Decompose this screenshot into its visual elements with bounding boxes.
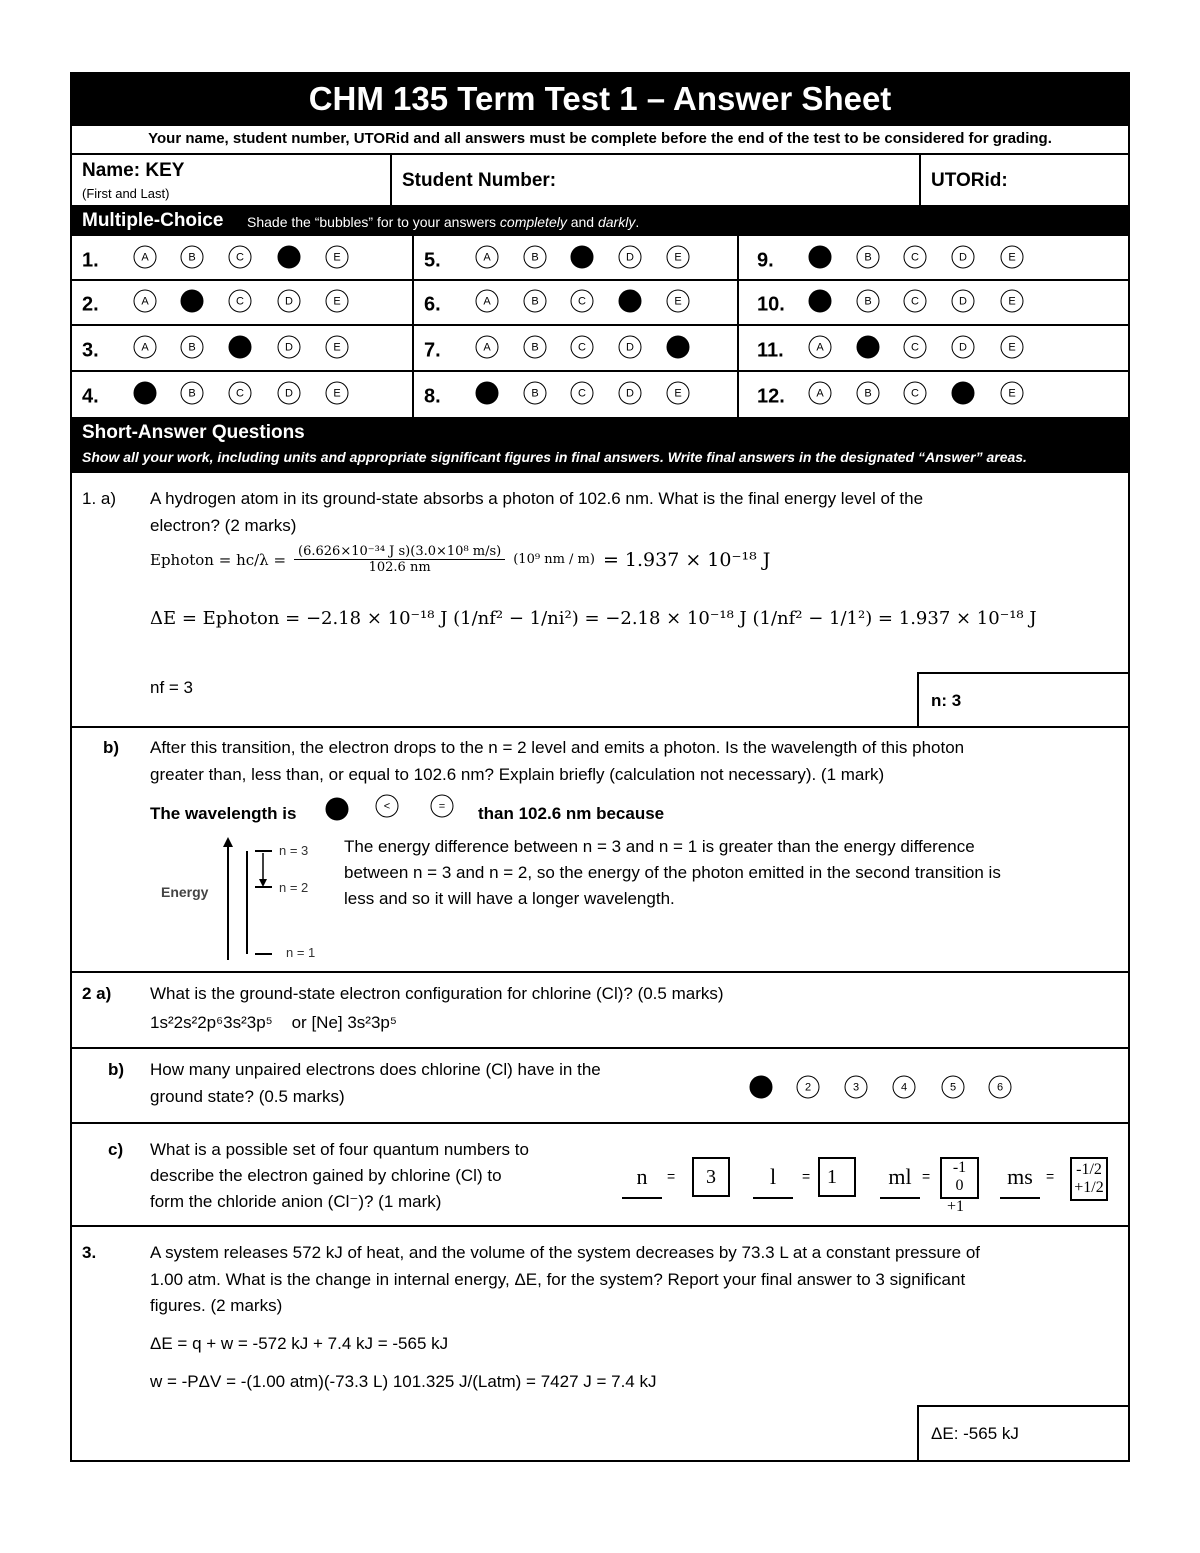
mc-bubble-6-d[interactable]: D xyxy=(619,290,642,313)
mc-bubble-10-d[interactable]: D xyxy=(952,290,975,313)
sa-header xyxy=(70,417,1130,473)
q2c-text-3: form the chloride anion (Cl⁻)? (1 mark) xyxy=(150,1192,442,1211)
ms-label: ms xyxy=(1007,1164,1033,1189)
q2a-text: What is the ground-state electron configuration for chlorine (Cl)? (0.5 marks) xyxy=(150,984,724,1003)
l-value-box[interactable]: 1 xyxy=(818,1157,856,1197)
mc-instructions: Shade the “bubbles” for to your answers completely and darkly. xyxy=(247,214,640,230)
q1a-answer: n: 3 xyxy=(931,691,962,710)
mc-bubble-5-b[interactable]: B xyxy=(524,246,547,269)
bubble-6[interactable]: 6 xyxy=(989,1076,1012,1099)
bubble-4[interactable]: 4 xyxy=(893,1076,916,1099)
mc-question-number: 5. xyxy=(424,249,441,272)
equals: = xyxy=(922,1168,931,1184)
q2a-answer: 1s²2s²2p⁶3s²3p⁵ or [Ne] 3s²3p⁵ xyxy=(150,1013,397,1032)
q3-text: A system releases 572 kJ of heat, and the volume of the system decreases by 73.3 L at a constant pressure of xyxy=(150,1243,980,1262)
mc-bubble-7-b[interactable]: B xyxy=(524,336,547,359)
mc-bubble-7-a[interactable]: A xyxy=(476,336,499,359)
mc-bubble-9-a[interactable]: A xyxy=(809,246,832,269)
bubble-equal[interactable]: = xyxy=(431,795,454,818)
page-title: CHM 135 Term Test 1 – Answer Sheet xyxy=(308,80,892,117)
mc-bubble-1-b[interactable]: B xyxy=(181,246,204,269)
level-n2: n = 2 xyxy=(279,880,309,895)
bubble-5[interactable]: 5 xyxy=(942,1076,965,1099)
mc-bubble-8-c[interactable]: C xyxy=(571,382,594,405)
mc-bubble-12-b[interactable]: B xyxy=(857,382,880,405)
mc-bubble-6-a[interactable]: A xyxy=(476,290,499,313)
mc-question-number: 2. xyxy=(82,293,99,316)
mc-bubble-10-c[interactable]: C xyxy=(904,290,927,313)
mc-question-number: 3. xyxy=(82,339,99,362)
q2b-text-2: ground state? (0.5 marks) xyxy=(150,1087,345,1106)
q2a-number: 2 a) xyxy=(82,984,112,1003)
name-field[interactable] xyxy=(82,160,184,182)
q1a-text: A hydrogen atom in its ground-state absorbs a photon of 102.6 nm. What is the final energy level of the xyxy=(150,489,924,508)
ms-value-box[interactable]: -1/2 +1/2 xyxy=(1070,1157,1108,1201)
q1a-text-2: electron? (2 marks) xyxy=(150,516,297,535)
mc-bubble-8-a[interactable]: A xyxy=(476,382,499,405)
q2c-text-2: describe the electron gained by chlorine (Cl) to xyxy=(150,1166,502,1185)
name-value: KEY xyxy=(145,160,185,181)
mc-bubble-12-c[interactable]: C xyxy=(904,382,927,405)
mc-bubble-4-b[interactable]: B xyxy=(181,382,204,405)
q1b-suffix: than 102.6 nm because xyxy=(478,804,665,823)
mc-bubble-6-c[interactable]: C xyxy=(571,290,594,313)
title-bar xyxy=(70,72,1130,126)
bubble-2[interactable]: 2 xyxy=(797,1076,820,1099)
mc-bubble-12-e[interactable]: E xyxy=(1001,382,1024,405)
mc-bubble-6-e[interactable]: E xyxy=(667,290,690,313)
q2b-number: b) xyxy=(108,1060,125,1079)
mc-bubble-9-e[interactable]: E xyxy=(1001,246,1024,269)
mc-bubble-4-c[interactable]: C xyxy=(229,382,252,405)
sa-title: Short-Answer Questions xyxy=(82,422,305,443)
mc-bubble-4-d[interactable]: D xyxy=(278,382,301,405)
mc-question-number: 12. xyxy=(757,385,785,408)
q3-number: 3. xyxy=(82,1243,97,1262)
mc-bubble-3-e[interactable]: E xyxy=(326,336,349,359)
q1a-answer-box[interactable] xyxy=(917,672,1130,727)
mc-title: Multiple-Choice xyxy=(82,210,224,231)
q2c-number: c) xyxy=(108,1140,124,1159)
equals: = xyxy=(1046,1168,1055,1184)
instruction-text: Your name, student number, UTORid and all answers must be complete before the end of the test to be considered for grading. xyxy=(148,130,1052,147)
mc-header xyxy=(70,205,1130,236)
q1b-explanation-2: between n = 3 and n = 2, so the energy of the photon emitted in the second transition is xyxy=(344,863,1001,882)
mc-bubble-2-d[interactable]: D xyxy=(278,290,301,313)
q2c-text: What is a possible set of four quantum numbers to xyxy=(150,1140,529,1159)
mc-bubble-2-b[interactable]: B xyxy=(181,290,204,313)
mc-bubble-7-d[interactable]: D xyxy=(619,336,642,359)
mc-bubble-12-d[interactable]: D xyxy=(952,382,975,405)
mc-question-number: 4. xyxy=(82,385,99,408)
mc-bubble-5-c[interactable]: C xyxy=(571,246,594,269)
mc-bubble-1-d[interactable]: D xyxy=(278,246,301,269)
q1b-prompt: The wavelength is xyxy=(150,804,297,823)
mc-bubble-5-e[interactable]: E xyxy=(667,246,690,269)
mc-bubble-2-a[interactable]: A xyxy=(134,290,157,313)
equals: = xyxy=(802,1168,811,1184)
energy-axis-label: Energy xyxy=(161,884,209,900)
sa-instructions: Show all your work, including units and appropriate significant figures in final answers. Write final answers in the designated “Answer” areas. xyxy=(82,449,1027,465)
n-value-box[interactable]: 3 xyxy=(692,1157,730,1197)
equation-photon-energy: Ephoton = hc/λ = $\frac{\text{(6.626×10⁻³⁴ J s)(3.0×10⁸ m/s)}}{102.6 nm}$ (10⁹ nm / m) = 1.937 × 10⁻¹⁸ J xyxy=(150,544,771,575)
mc-bubble-2-c[interactable]: C xyxy=(229,290,252,313)
mc-bubble-7-e[interactable]: E xyxy=(667,336,690,359)
mc-bubble-3-b[interactable]: B xyxy=(181,336,204,359)
mc-bubble-12-a[interactable]: A xyxy=(809,382,832,405)
q1b-text: After this transition, the electron drops to the n = 2 level and emits a photon. Is the wavelength of this photon xyxy=(150,738,965,757)
q3-text-2: 1.00 atm. What is the change in internal energy, ΔE, for the system? Report your final answer to 3 significant xyxy=(150,1270,966,1289)
mc-bubble-10-b[interactable]: B xyxy=(857,290,880,313)
mc-bubble-11-b[interactable]: B xyxy=(857,336,880,359)
q3-text-3: figures. (2 marks) xyxy=(150,1296,283,1315)
mc-bubble-5-d[interactable]: D xyxy=(619,246,642,269)
bubble-3[interactable]: 3 xyxy=(845,1076,868,1099)
utorid-field[interactable]: UTORid: xyxy=(931,170,1008,191)
mc-bubble-10-e[interactable]: E xyxy=(1001,290,1024,313)
mc-question-number: 11. xyxy=(757,339,784,362)
mc-bubble-1-e[interactable]: E xyxy=(326,246,349,269)
mc-bubble-3-a[interactable]: A xyxy=(134,336,157,359)
mc-bubble-11-e[interactable]: E xyxy=(1001,336,1024,359)
ml-value-plus1: +1 xyxy=(947,1198,965,1215)
mc-bubble-11-d[interactable]: D xyxy=(952,336,975,359)
mc-question-number: 8. xyxy=(424,385,441,408)
mc-question-number: 9. xyxy=(757,249,774,272)
q3-answer-box[interactable] xyxy=(917,1405,1130,1462)
mc-bubble-10-a[interactable]: A xyxy=(809,290,832,313)
mc-bubble-4-e[interactable]: E xyxy=(326,382,349,405)
mc-bubble-8-d[interactable]: D xyxy=(619,382,642,405)
equals: = xyxy=(667,1168,676,1184)
q2b-text: How many unpaired electrons does chlorine (Cl) have in the xyxy=(150,1060,601,1079)
q1b-text-2: greater than, less than, or equal to 102.6 nm? Explain briefly (calculation not necessary). (1 mark) xyxy=(150,765,885,784)
mc-bubble-1-a[interactable]: A xyxy=(134,246,157,269)
q3-work-2: w = -PΔV = -(1.00 atm)(-73.3 L) 101.325 J/(Latm) = 7427 J = 7.4 kJ xyxy=(150,1372,657,1391)
bubble-less[interactable]: < xyxy=(376,795,399,818)
level-n3: n = 3 xyxy=(279,843,309,858)
mc-bubble-7-c[interactable]: C xyxy=(571,336,594,359)
n-label: n xyxy=(636,1164,648,1189)
level-n1: n = 1 xyxy=(286,945,316,960)
q1a-number: 1. a) xyxy=(82,489,117,508)
equation-delta-e: ΔE = Ephoton = −2.18 × 10⁻¹⁸ J (1/nf² − 1/ni²) = −2.18 × 10⁻¹⁸ J (1/nf² − 1/1²) = 1.937 × 10⁻¹⁸ J xyxy=(150,608,1037,629)
mc-question-number: 10. xyxy=(757,293,785,316)
bubble-1[interactable]: 1 xyxy=(750,1076,773,1099)
mc-question-number: 7. xyxy=(424,339,441,362)
student-number-field[interactable]: Student Number: xyxy=(402,170,557,191)
mc-bubble-1-c[interactable]: C xyxy=(229,246,252,269)
name-label: Name: xyxy=(82,160,141,181)
mc-bubble-11-a[interactable]: A xyxy=(809,336,832,359)
mc-question-number: 6. xyxy=(424,293,441,316)
mc-bubble-5-a[interactable]: A xyxy=(476,246,499,269)
ml-label: ml xyxy=(888,1164,912,1189)
mc-bubble-9-d[interactable]: D xyxy=(952,246,975,269)
l-label: l xyxy=(769,1164,777,1189)
mc-bubble-9-b[interactable]: B xyxy=(857,246,880,269)
ml-value-box[interactable]: -1 0 xyxy=(940,1157,979,1199)
mc-bubble-2-e[interactable]: E xyxy=(326,290,349,313)
mc-bubble-9-c[interactable]: C xyxy=(904,246,927,269)
mc-bubble-8-b[interactable]: B xyxy=(524,382,547,405)
mc-question-number: 1. xyxy=(82,249,99,272)
bubble-greater[interactable]: > xyxy=(326,798,349,821)
q3-work: ΔE = q + w = -572 kJ + 7.4 kJ = -565 kJ xyxy=(150,1334,449,1353)
q3-answer: ΔE: -565 kJ xyxy=(931,1424,1019,1443)
mc-bubble-3-d[interactable]: D xyxy=(278,336,301,359)
mc-bubble-11-c[interactable]: C xyxy=(904,336,927,359)
q1a-work: nf = 3 xyxy=(150,678,194,697)
mc-bubble-3-c[interactable]: C xyxy=(229,336,252,359)
mc-bubble-6-b[interactable]: B xyxy=(524,290,547,313)
q1b-explanation: The energy difference between n = 3 and n = 1 is greater than the energy difference xyxy=(344,837,975,856)
q1b-explanation-3: less and so it will have a longer wavelength. xyxy=(344,889,675,908)
mc-bubble-8-e[interactable]: E xyxy=(667,382,690,405)
name-hint: (First and Last) xyxy=(82,186,170,201)
mc-bubble-4-a[interactable]: A xyxy=(134,382,157,405)
q1b-number: b) xyxy=(103,738,120,757)
